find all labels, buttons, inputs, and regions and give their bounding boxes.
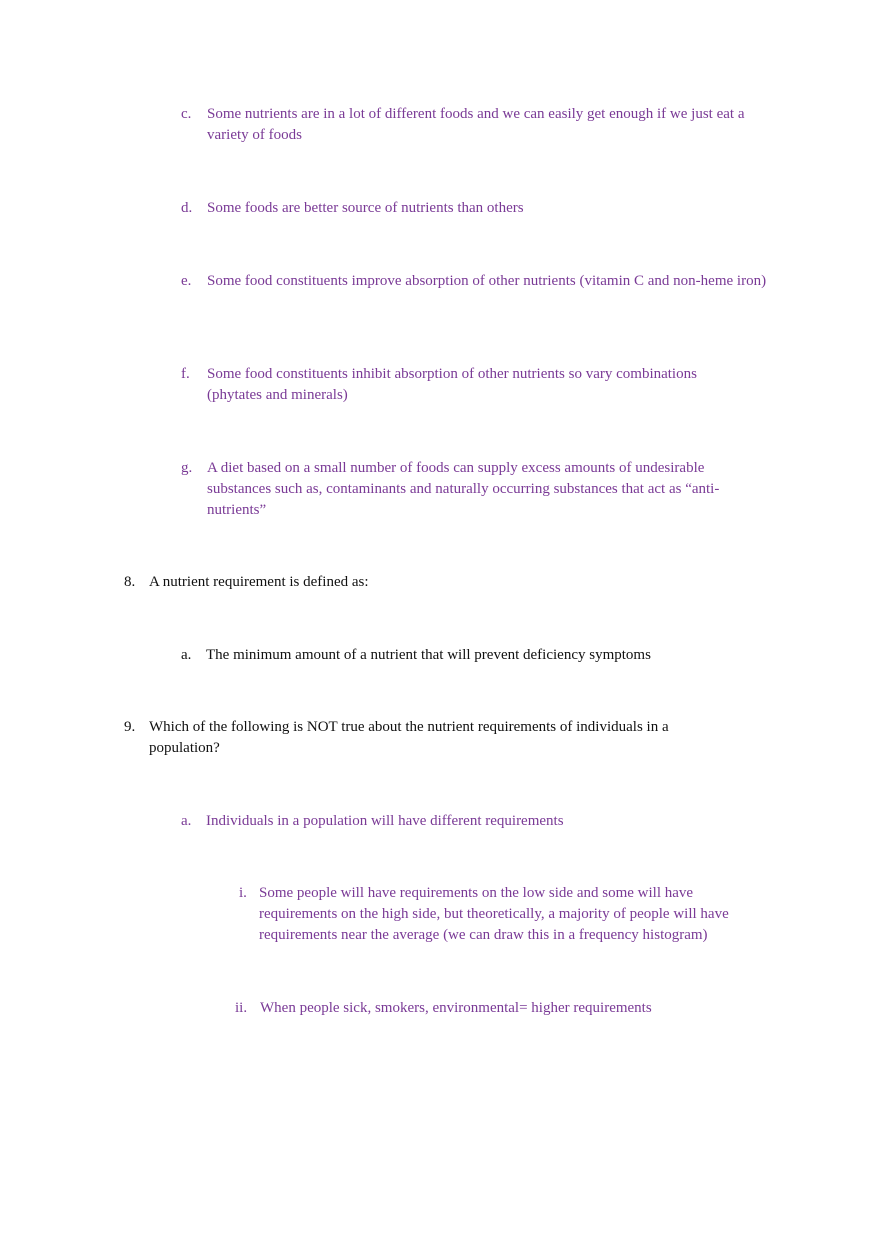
list-text-d: Some foods are better source of nutrients than others	[207, 200, 524, 216]
list-text-c: Some nutrients are in a lot of different foods and we can easily get enough if we just eat a variety of foods	[207, 106, 745, 143]
question-9-sub-i-text: Some people will have requirements on the low side and some will have requirements on the high side, but theoretically, a majority of people will have requirements near the average (we can draw this in a frequency histogram)	[259, 885, 729, 943]
question-8-text: A nutrient requirement is defined as:	[149, 574, 369, 590]
list-item-g	[181, 458, 759, 521]
list-item-f	[181, 364, 742, 406]
list-text-g: A diet based on a small number of foods can supply excess amounts of undesirable substances such as, contaminants and naturally occurring substances that act as “anti-nutrients”	[207, 460, 720, 518]
question-9-answer-a-text: Individuals in a population will have different requirements	[206, 813, 564, 829]
question-9-sub-ii	[235, 998, 765, 1019]
list-item-e	[181, 271, 772, 292]
question-9	[124, 717, 714, 759]
question-9-sub-ii-marker: ii.	[235, 1000, 248, 1016]
list-text-f: Some food constituents inhibit absorption of other nutrients so vary combinations (phytates and minerals)	[207, 366, 697, 403]
question-9-answer-a	[181, 811, 766, 832]
list-marker-g: g.	[181, 460, 193, 476]
question-8-number: 8.	[124, 574, 136, 590]
question-9-sub-ii-text: When people sick, smokers, environmental= higher requirements	[260, 1000, 652, 1016]
question-9-answer-a-marker: a.	[181, 813, 192, 829]
list-item-d	[181, 198, 772, 219]
question-9-text: Which of the following is NOT true about the nutrient requirements of individuals in a population?	[149, 719, 669, 756]
list-item-c	[181, 104, 772, 146]
list-text-e: Some food constituents improve absorption of other nutrients (vitamin C and non-heme iron)	[207, 273, 767, 289]
question-8-answer-a	[181, 645, 766, 666]
list-marker-d: d.	[181, 200, 193, 216]
list-marker-c: c.	[181, 106, 192, 122]
list-marker-f: f.	[181, 366, 190, 382]
question-9-number: 9.	[124, 719, 136, 735]
question-8	[124, 572, 749, 593]
question-9-sub-i	[239, 883, 764, 946]
question-9-sub-i-marker: i.	[239, 885, 247, 901]
list-marker-e: e.	[181, 273, 192, 289]
question-8-answer-a-marker: a.	[181, 647, 192, 663]
question-8-answer-a-text: The minimum amount of a nutrient that will prevent deficiency symptoms	[206, 647, 651, 663]
